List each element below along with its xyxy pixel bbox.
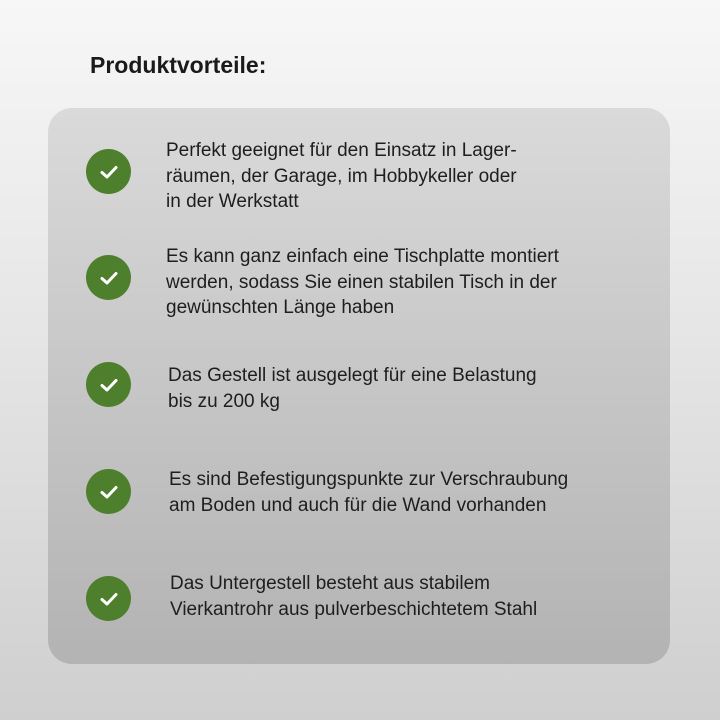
- benefit-line: Perfekt geeignet für den Einsatz in Lager-: [166, 140, 517, 161]
- benefit-line: werden, sodass Sie einen stabilen Tisch in der: [166, 271, 557, 293]
- benefit-text: [166, 138, 517, 215]
- benefit-line: Vierkantrohr aus pulverbeschichtetem Stahl: [170, 598, 538, 620]
- benefit-line: Das Gestell ist ausgelegt für eine Belastung: [168, 365, 537, 386]
- check-circle-icon: [86, 469, 131, 514]
- benefit-text: [166, 244, 559, 321]
- benefit-line: in der Werkstatt: [166, 191, 299, 212]
- check-circle-icon: [86, 149, 131, 194]
- benefit-text: [170, 571, 537, 622]
- benefit-line: gewünschten Länge haben: [166, 297, 395, 318]
- check-circle-icon: [86, 362, 131, 407]
- check-circle-icon: [86, 576, 131, 621]
- benefit-line: Das Untergestell besteht aus stabilem: [170, 573, 490, 594]
- benefit-line: räumen, der Garage, im Hobbykeller oder: [166, 165, 517, 187]
- page-title: Produktvorteile:: [90, 52, 267, 78]
- benefit-text: [169, 467, 568, 518]
- benefit-line: bis zu 200 kg: [168, 390, 280, 412]
- benefit-line: am Boden und auch für die Wand vorhanden: [169, 494, 547, 516]
- benefit-line: Es kann ganz einfach eine Tischplatte montiert: [166, 246, 559, 267]
- benefits-card: [48, 108, 670, 664]
- benefit-line: Es sind Befestigungspunkte zur Verschraubung: [169, 469, 569, 490]
- benefit-text: [168, 363, 537, 414]
- check-circle-icon: [86, 255, 131, 300]
